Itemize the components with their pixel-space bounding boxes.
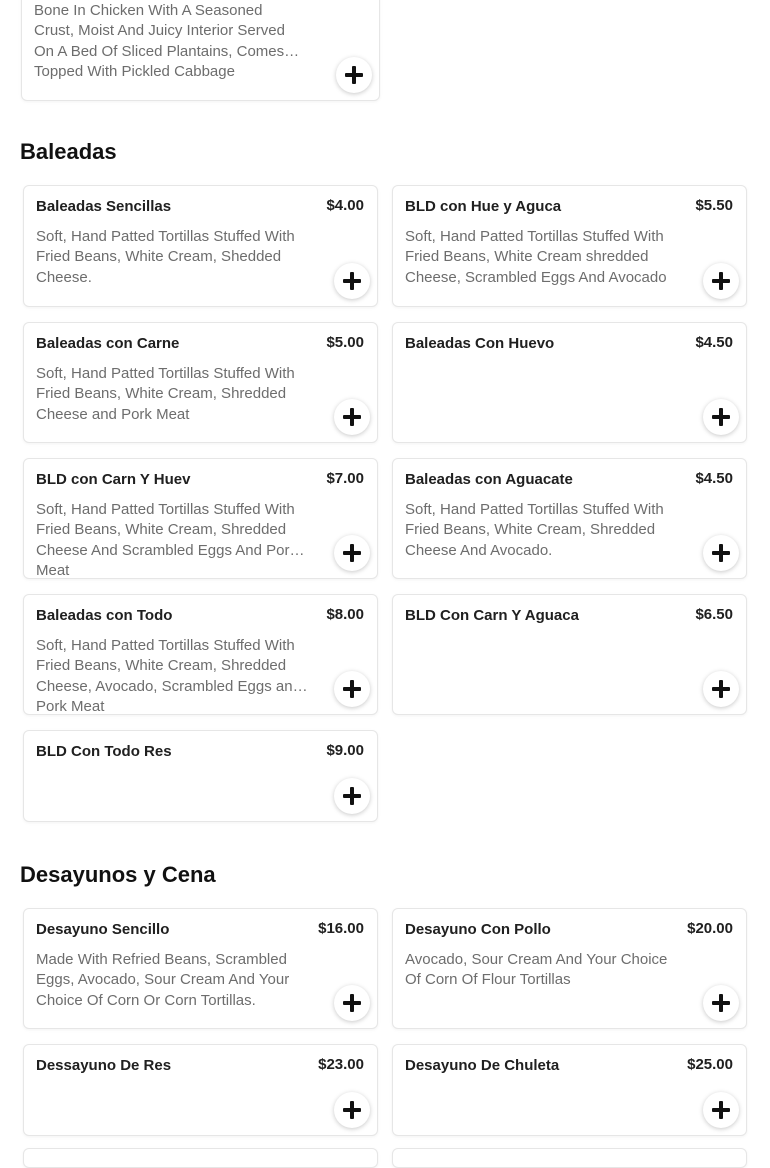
item-name: BLD con Carn Y Huev — [36, 471, 191, 488]
add-item-button[interactable] — [703, 985, 739, 1021]
add-item-button[interactable] — [703, 535, 739, 571]
menu-item-card[interactable] — [392, 185, 747, 307]
item-description: Soft, Hand Patted Tortillas Stuffed With Fried Beans, White Cream, Shredded Cheese, Avocado, Scrambled Eggs and Pork Meat — [36, 637, 301, 715]
item-price: $4.50 — [695, 470, 733, 487]
item-price: $16.00 — [318, 920, 364, 937]
section-title: Desayunos y Cena — [20, 862, 216, 887]
item-name: Desayuno Con Pollo — [405, 921, 551, 938]
item-price: $7.00 — [326, 470, 364, 487]
item-price: $9.00 — [326, 742, 364, 759]
item-description: Soft, Hand Patted Tortillas Stuffed With Fried Beans, White Cream, Shedded Cheese. — [36, 228, 295, 286]
item-price: $25.00 — [687, 1056, 733, 1073]
item-description: Bone In Chicken With A Seasoned Crust, Moist And Juicy Interior Served On A Bed Of Sliced Plantains, Comes Topped With Pickled Cabbage — [34, 2, 285, 80]
section-title: Baleadas — [20, 139, 117, 164]
item-price: $4.00 — [326, 197, 364, 214]
add-item-button[interactable] — [334, 778, 370, 814]
item-price: $20.00 — [687, 920, 733, 937]
add-item-button[interactable] — [334, 985, 370, 1021]
add-item-button plus-icon[interactable] — [336, 57, 372, 93]
menu-item-card[interactable] — [23, 185, 378, 307]
item-price: $5.00 — [326, 334, 364, 351]
menu-item-card[interactable] — [21, 0, 380, 101]
item-description: Soft, Hand Patted Tortillas Stuffed With Fried Beans, White Cream, Shredded Cheese And Avocado. — [405, 501, 664, 559]
item-description: Soft, Hand Patted Tortillas Stuffed With Fried Beans, White Cream shredded Cheese, Scrambled Eggs And Avocado — [405, 228, 667, 286]
menu-item-card[interactable] — [392, 458, 747, 579]
item-description: Soft, Hand Patted Tortillas Stuffed With Fried Beans, White Cream, Shredded Cheese And Scrambled Eggs And Pork Meat — [36, 501, 297, 579]
add-item-button[interactable] — [703, 263, 739, 299]
item-name: Baleadas con Carne — [36, 335, 180, 352]
item-description: Avocado, Sour Cream And Your Choice Of Corn Of Flour Tortillas — [405, 951, 668, 989]
item-name: Dessayuno De Res — [36, 1057, 172, 1074]
menu-item-card[interactable] — [23, 730, 378, 822]
menu-item-card[interactable] — [23, 322, 378, 443]
add-item-button[interactable] — [703, 671, 739, 707]
add-item-button[interactable] — [334, 263, 370, 299]
item-price: $23.00 — [318, 1056, 364, 1073]
item-name: Baleadas con Todo — [36, 607, 173, 624]
item-name: Baleadas Con Huevo — [405, 335, 555, 352]
menu-item-card[interactable] — [392, 322, 747, 443]
menu-item-card[interactable] — [392, 908, 747, 1029]
menu-item-card[interactable] — [392, 594, 747, 715]
item-price: $6.50 — [695, 606, 733, 623]
menu-item-card[interactable] — [23, 594, 378, 715]
add-item-button[interactable] — [334, 535, 370, 571]
item-price: $4.50 — [695, 334, 733, 351]
add-item-button[interactable] — [703, 1092, 739, 1128]
item-name: BLD con Hue y Aguca — [405, 198, 562, 215]
add-item-button[interactable] — [334, 399, 370, 435]
menu-item-card[interactable] — [23, 1044, 378, 1136]
item-name: BLD Con Todo Res — [36, 743, 172, 760]
add-item-button[interactable] — [334, 671, 370, 707]
item-name: Baleadas Sencillas — [36, 198, 172, 215]
item-name: Baleadas con Aguacate — [405, 471, 573, 488]
menu-item-card[interactable] — [23, 1148, 378, 1168]
item-price: $8.00 — [326, 606, 364, 623]
item-description: Made With Refried Beans, Scrambled Eggs, Avocado, Sour Cream And Your Choice Of Corn Or Corn Tortillas. — [36, 951, 290, 1009]
menu-item-card[interactable] — [23, 908, 378, 1029]
add-item-button[interactable] — [703, 399, 739, 435]
item-name: Desayuno De Chuleta — [405, 1057, 560, 1074]
add-item-button[interactable] — [334, 1092, 370, 1128]
item-price: $5.50 — [695, 197, 733, 214]
menu-item-card[interactable] — [392, 1044, 747, 1136]
item-description: Soft, Hand Patted Tortillas Stuffed With Fried Beans, White Cream, Shredded Cheese and Pork Meat — [36, 365, 295, 423]
menu-item-card[interactable] — [23, 458, 378, 579]
item-name: BLD Con Carn Y Aguaca — [405, 607, 579, 624]
item-name: Desayuno Sencillo — [36, 921, 170, 938]
menu-item-card[interactable] — [392, 1148, 747, 1168]
